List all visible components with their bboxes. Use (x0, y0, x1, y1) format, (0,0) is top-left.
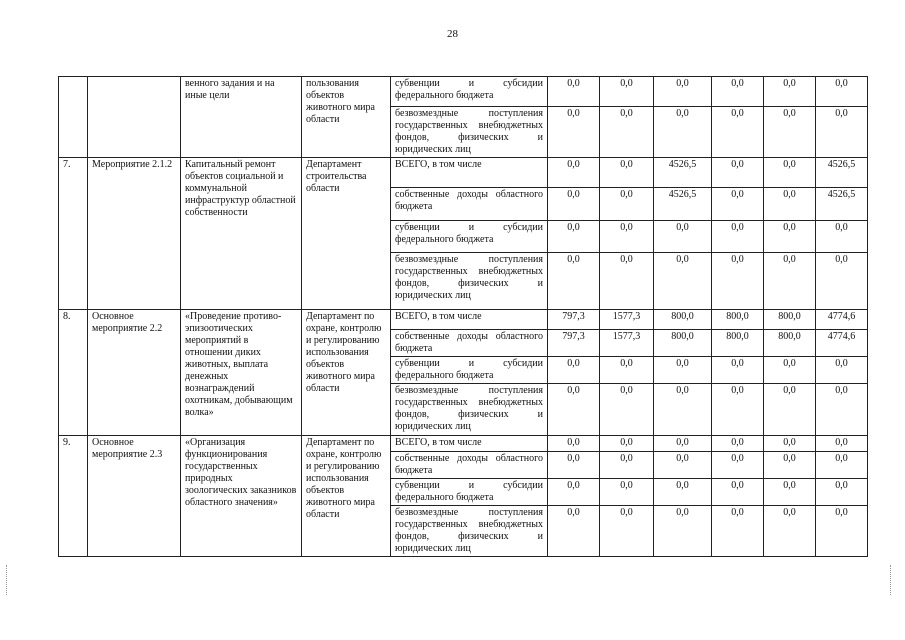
funding-source: субвенции и субсидии федерального бюджета (391, 479, 548, 506)
amount-cell: 0,0 (654, 107, 712, 158)
amount-cell: 0,0 (712, 357, 764, 384)
measure-name: Основное мероприятие 2.3 (88, 436, 181, 557)
amount-cell: 0,0 (600, 436, 654, 452)
amount-cell: 800,0 (764, 330, 816, 357)
executor: Департамент по охране, контролю и регулированию использования объектов животного мира области (302, 436, 391, 557)
scan-edge-mark (6, 565, 8, 595)
amount-cell: 0,0 (712, 506, 764, 557)
row-number: 9. (59, 436, 88, 557)
amount-cell: 0,0 (600, 77, 654, 107)
amount-cell: 0,0 (816, 452, 868, 479)
amount-cell: 0,0 (600, 158, 654, 188)
amount-cell: 0,0 (764, 107, 816, 158)
amount-cell: 0,0 (600, 188, 654, 221)
funding-source: собственные доходы областного бюджета (391, 452, 548, 479)
amount-cell: 0,0 (600, 384, 654, 436)
amount-cell: 0,0 (816, 384, 868, 436)
funding-source: безвозмездные поступления государственных внебюджетных фондов, физических и юридических лиц (391, 506, 548, 557)
scan-edge-mark (890, 565, 892, 595)
executor: Департамент по охране, контролю и регулированию использования объектов животного мира области (302, 310, 391, 436)
amount-cell: 0,0 (712, 107, 764, 158)
amount-cell: 4526,5 (654, 188, 712, 221)
amount-cell: 800,0 (654, 330, 712, 357)
amount-cell: 0,0 (816, 221, 868, 253)
page-number: 28 (447, 28, 458, 40)
amount-cell: 0,0 (654, 253, 712, 310)
amount-cell: 800,0 (712, 310, 764, 330)
measure-name: Основное мероприятие 2.2 (88, 310, 181, 436)
amount-cell: 0,0 (712, 188, 764, 221)
amount-cell: 4774,6 (816, 310, 868, 330)
amount-cell: 0,0 (654, 384, 712, 436)
row-number (59, 77, 88, 158)
amount-cell: 0,0 (548, 436, 600, 452)
budget-table (58, 76, 868, 557)
measure-description: «Организация функционирования государственных природных зоологических заказников областного значения» (181, 436, 302, 557)
amount-cell: 0,0 (764, 506, 816, 557)
amount-cell: 0,0 (600, 506, 654, 557)
amount-cell: 4526,5 (816, 188, 868, 221)
amount-cell: 0,0 (548, 253, 600, 310)
amount-cell: 0,0 (548, 384, 600, 436)
amount-cell: 0,0 (816, 506, 868, 557)
amount-cell: 0,0 (654, 452, 712, 479)
amount-cell: 0,0 (712, 221, 764, 253)
amount-cell: 4526,5 (654, 158, 712, 188)
amount-cell: 0,0 (764, 436, 816, 452)
amount-cell: 0,0 (712, 253, 764, 310)
funding-source: ВСЕГО, в том числе (391, 310, 548, 330)
row-number: 7. (59, 158, 88, 310)
amount-cell: 0,0 (816, 107, 868, 158)
funding-source: безвозмездные поступления государственных внебюджетных фондов, физических и юридических лиц (391, 253, 548, 310)
amount-cell: 0,0 (816, 253, 868, 310)
amount-cell: 1577,3 (600, 310, 654, 330)
amount-cell: 0,0 (764, 479, 816, 506)
amount-cell: 0,0 (764, 77, 816, 107)
funding-source: субвенции и субсидии федерального бюджета (391, 77, 548, 107)
amount-cell: 0,0 (654, 479, 712, 506)
amount-cell: 0,0 (764, 384, 816, 436)
amount-cell: 0,0 (600, 357, 654, 384)
row-number: 8. (59, 310, 88, 436)
amount-cell: 0,0 (654, 221, 712, 253)
funding-source: ВСЕГО, в том числе (391, 436, 548, 452)
funding-source: безвозмездные поступления государственных внебюджетных фондов, физических и юридических лиц (391, 107, 548, 158)
table-row (59, 158, 868, 188)
amount-cell: 4774,6 (816, 330, 868, 357)
amount-cell: 0,0 (816, 77, 868, 107)
amount-cell: 0,0 (600, 452, 654, 479)
funding-source: безвозмездные поступления государственных внебюджетных фондов, физических и юридических лиц (391, 384, 548, 436)
amount-cell: 0,0 (816, 436, 868, 452)
measure-name: Мероприятие 2.1.2 (88, 158, 181, 310)
executor: Департамент строительства области (302, 158, 391, 310)
measure-description: венного задания и на иные цели (181, 77, 302, 158)
amount-cell: 800,0 (654, 310, 712, 330)
amount-cell: 0,0 (764, 188, 816, 221)
amount-cell: 0,0 (712, 436, 764, 452)
amount-cell: 0,0 (548, 479, 600, 506)
amount-cell: 0,0 (712, 158, 764, 188)
amount-cell: 0,0 (548, 188, 600, 221)
measure-name (88, 77, 181, 158)
amount-cell: 0,0 (764, 452, 816, 479)
amount-cell: 0,0 (548, 357, 600, 384)
amount-cell: 797,3 (548, 330, 600, 357)
amount-cell: 0,0 (548, 158, 600, 188)
executor: пользования объектов животного мира области (302, 77, 391, 158)
table-row (59, 310, 868, 330)
funding-source: собственные доходы областного бюджета (391, 188, 548, 221)
amount-cell: 0,0 (712, 479, 764, 506)
amount-cell: 0,0 (712, 77, 764, 107)
amount-cell: 797,3 (548, 310, 600, 330)
amount-cell: 800,0 (712, 330, 764, 357)
amount-cell: 800,0 (764, 310, 816, 330)
table-row (59, 77, 868, 107)
funding-source: ВСЕГО, в том числе (391, 158, 548, 188)
amount-cell: 0,0 (548, 506, 600, 557)
amount-cell: 0,0 (764, 357, 816, 384)
amount-cell: 0,0 (600, 479, 654, 506)
amount-cell: 0,0 (548, 107, 600, 158)
amount-cell: 0,0 (548, 221, 600, 253)
amount-cell: 0,0 (764, 221, 816, 253)
amount-cell: 0,0 (712, 384, 764, 436)
amount-cell: 4526,5 (816, 158, 868, 188)
measure-description: Капитальный ремонт объектов социальной и коммунальной инфраструктур областной собственности (181, 158, 302, 310)
funding-source: субвенции и субсидии федерального бюджета (391, 357, 548, 384)
amount-cell: 0,0 (764, 158, 816, 188)
amount-cell: 0,0 (712, 452, 764, 479)
amount-cell: 0,0 (600, 253, 654, 310)
amount-cell: 0,0 (654, 77, 712, 107)
amount-cell: 0,0 (654, 357, 712, 384)
amount-cell: 1577,3 (600, 330, 654, 357)
table-row (59, 436, 868, 452)
amount-cell: 0,0 (548, 77, 600, 107)
amount-cell: 0,0 (654, 436, 712, 452)
amount-cell: 0,0 (654, 506, 712, 557)
amount-cell: 0,0 (600, 221, 654, 253)
amount-cell: 0,0 (816, 479, 868, 506)
measure-description: «Проведение противо-эпизоотических мероприятий в отношении диких животных, выплата денежных вознаграждений охотникам, добывающим волка» (181, 310, 302, 436)
amount-cell: 0,0 (764, 253, 816, 310)
amount-cell: 0,0 (548, 452, 600, 479)
funding-source: субвенции и субсидии федерального бюджета (391, 221, 548, 253)
amount-cell: 0,0 (600, 107, 654, 158)
amount-cell: 0,0 (816, 357, 868, 384)
funding-source: собственные доходы областного бюджета (391, 330, 548, 357)
